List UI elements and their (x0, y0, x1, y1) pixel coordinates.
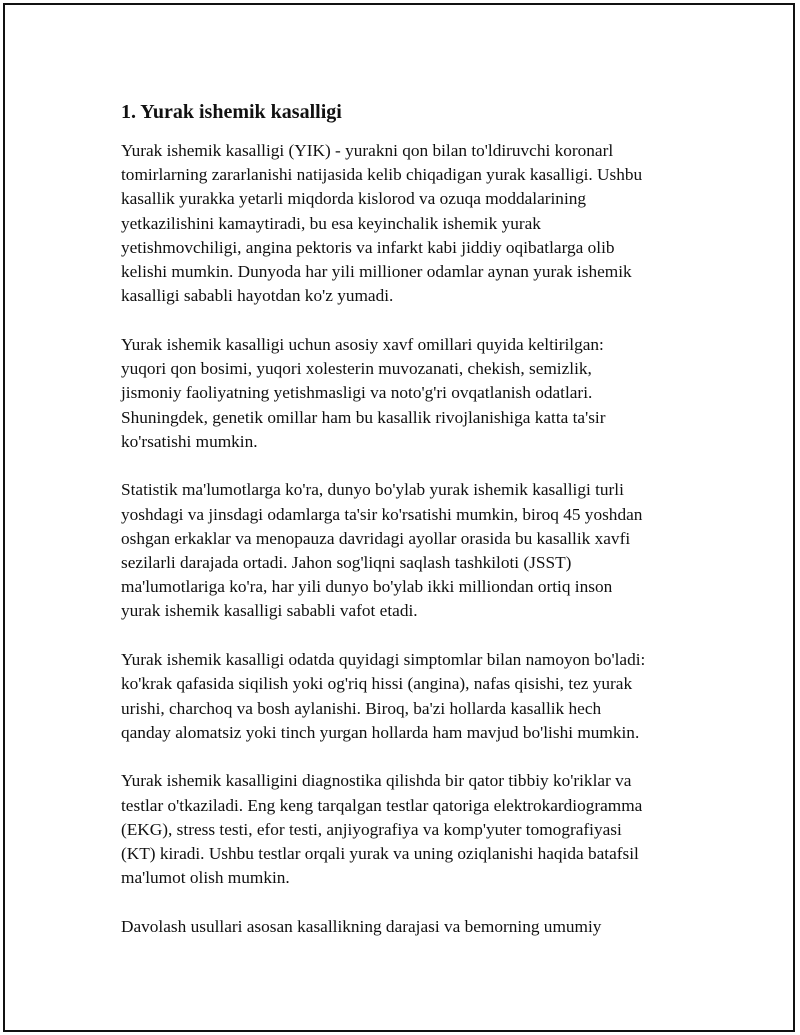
text-line: Statistik ma'lumotlarga ko'ra, dunyo bo'ylab yurak ishemik kasalligi turli (121, 480, 624, 500)
text-line: ko'rsatishi mumkin. (121, 431, 258, 451)
text-line: ma'lumotlariga ko'ra, har yili dunyo bo'ylab ikki milliondan ortiq inson (121, 577, 613, 597)
text-line: tomirlarning zararlanishi natijasida kelib chiqadigan yurak kasalligi. Ushbu (121, 165, 643, 185)
section-heading: 1. Yurak ishemik kasalligi (121, 101, 342, 123)
text-line: sezilarli darajada ortadi. Jahon sog'liqni saqlash tashkiloti (JSST) (121, 553, 572, 573)
text-line: Yurak ishemik kasalligi (YIK) - yurakni qon bilan to'ldiruvchi koronarl (121, 141, 614, 160)
text-line: yetkazilishini kamaytiradi, bu esa keyinchalik ishemik yurak (121, 213, 541, 233)
paragraph (121, 915, 701, 939)
text-line: kasallik yurakka yetarli miqdorda kislorod va ozuqa moddalarining (121, 189, 587, 209)
text-line: oshgan erkaklar va menopauza davridagi ayollar orasida bu kasallik xavfi (121, 528, 631, 548)
text-line: ma'lumot olish mumkin. (121, 868, 290, 888)
text-line: (EKG), stress testi, efor testi, anjiyografiya va komp'yuter tomografiyasi (121, 819, 622, 839)
paragraph (121, 333, 701, 454)
text-line: Shuningdek, genetik omillar ham bu kasallik rivojlanishiga katta ta'sir (121, 407, 606, 427)
document-page (3, 3, 795, 1032)
text-line: urishi, charchoq va bosh aylanishi. Biroq, ba'zi hollarda kasallik hech (121, 698, 602, 718)
text-line: kasalligi sababli hayotdan ko'z yumadi. (121, 286, 394, 306)
text-line: yoshdagi va jinsdagi odamlarga ta'sir ko'rsatishi mumkin, biroq 45 yoshdan (121, 504, 643, 524)
text-line: testlar o'tkaziladi. Eng keng tarqalgan testlar qatoriga elektrokardiogramma (121, 795, 643, 815)
text-line: Yurak ishemik kasalligi uchun asosiy xavf omillari quyida keltirilgan: (121, 334, 604, 354)
paragraph (121, 478, 701, 623)
text-line: yurak ishemik kasalligi sababli vafot etadi. (121, 601, 418, 621)
text-line: qanday alomatsiz yoki tinch yurgan hollarda ham mavjud bo'lishi mumkin. (121, 722, 640, 742)
text-line: yuqori qon bosimi, yuqori xolesterin muvozanati, chekish, semizlik, (121, 359, 592, 379)
text-line: ko'krak qafasida siqilish yoki og'riq hissi (angina), nafas qisishi, tez yurak (121, 674, 633, 694)
paragraph (121, 648, 701, 745)
document-body (121, 97, 701, 964)
paragraph-list (121, 139, 701, 939)
text-line: jismoniy faoliyatning yetishmasligi va noto'g'ri ovqatlanish odatlari. (121, 383, 593, 403)
text-line: kelishi mumkin. Dunyoda har yili millioner odamlar aynan yurak ishemik (121, 262, 632, 282)
paragraph (121, 769, 701, 890)
paragraph (121, 139, 701, 308)
text-line: Yurak ishemik kasalligi odatda quyidagi simptomlar bilan namoyon bo'ladi: (121, 650, 646, 670)
text-line: Davolash usullari asosan kasallikning darajasi va bemorning umumiy (121, 916, 602, 936)
text-line: yetishmovchiligi, angina pektoris va infarkt kabi jiddiy oqibatlarga olib (121, 237, 615, 257)
text-line: Yurak ishemik kasalligini diagnostika qilishda bir qator tibbiy ko'riklar va (121, 771, 632, 791)
text-line: (KT) kiradi. Ushbu testlar orqali yurak va uning oziqlanishi haqida batafsil (121, 844, 639, 864)
